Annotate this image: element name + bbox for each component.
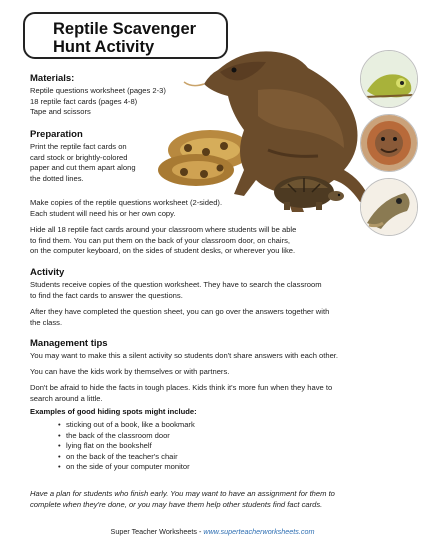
materials-heading: Materials: [30,73,75,84]
page-title-line-2: Hunt Activity [53,38,155,56]
preparation-text: to find them. You can put them on the back of your classroom door, on chairs, [30,235,291,245]
activity-text: Students receive copies of the question worksheet. They have to search the classroom [30,280,322,289]
materials-line: Reptile questions worksheet (pages 2-3) [30,86,166,95]
preparation-heading: Preparation [30,129,83,140]
frilled-lizard-photo [360,114,418,172]
activity-heading: Activity [30,267,65,278]
hiding-spots-list [58,420,195,473]
examples-heading: Examples of good hiding spots might include: [30,407,197,416]
chameleon-photo [360,50,418,108]
preparation-text: Hide all 18 reptile fact cards around your classroom where students will be able [30,225,297,234]
activity-text: After they have completed the question sheet, you can go over the answers together with [30,307,330,316]
materials-line: Tape and scissors [30,107,91,117]
closing-note [30,489,335,510]
closing-line: complete when they're done, or you may have them help other students find fact cards. [30,499,323,509]
management-text: Don't be afraid to hide the facts in tough places. Kids think it's more fun when they have to [30,383,333,392]
komodo-dragon-illustration [148,30,378,220]
preparation-text: the dotted lines. [30,173,84,183]
materials-line: 18 reptile fact cards (pages 4-8) [30,96,138,106]
list-item: • the back of the classroom door [58,431,195,442]
management-text: search around a little. [30,393,103,403]
management-text: You may want to make this a silent activity so students don't share answers with each other. [30,351,339,360]
preparation-text: on the computer keyboard, on the sides of student desks, or wherever you like. [30,246,296,256]
management-text: You can have the kids work by themselves or with partners. [30,367,230,376]
footer [0,527,425,536]
management-heading: Management tips [30,338,108,349]
preparation-text: Each student will need his or her own copy. [30,208,176,218]
closing-line: Have a plan for students who finish early. You may want to have an assignment for them to [30,489,335,498]
list-item: • lying flat on the bookshelf [58,441,195,452]
preparation-text: Make copies of the reptile questions worksheet (2-sided). [30,198,223,207]
preparation-text: paper and cut them apart along [30,163,136,173]
snake-eye-photo [360,178,418,236]
list-item: • on the back of the teacher's chair [58,452,195,463]
footer-brand: Super Teacher Worksheets - [110,527,204,536]
activity-text: the class. [30,317,63,327]
preparation-text: card stock or brightly-colored [30,152,128,162]
turtle-icon [274,176,344,210]
activity-text: to find the fact cards to answer the questions. [30,290,183,300]
list-item: • sticking out of a book, like a bookmark [58,420,195,431]
list-item: • on the side of your computer monitor [58,462,195,473]
footer-url-link[interactable]: www.superteacherworksheets.com [203,527,315,536]
page-title-line-1: Reptile Scavenger [53,20,197,38]
preparation-text: Print the reptile fact cards on [30,142,127,151]
python-icon [158,130,252,186]
